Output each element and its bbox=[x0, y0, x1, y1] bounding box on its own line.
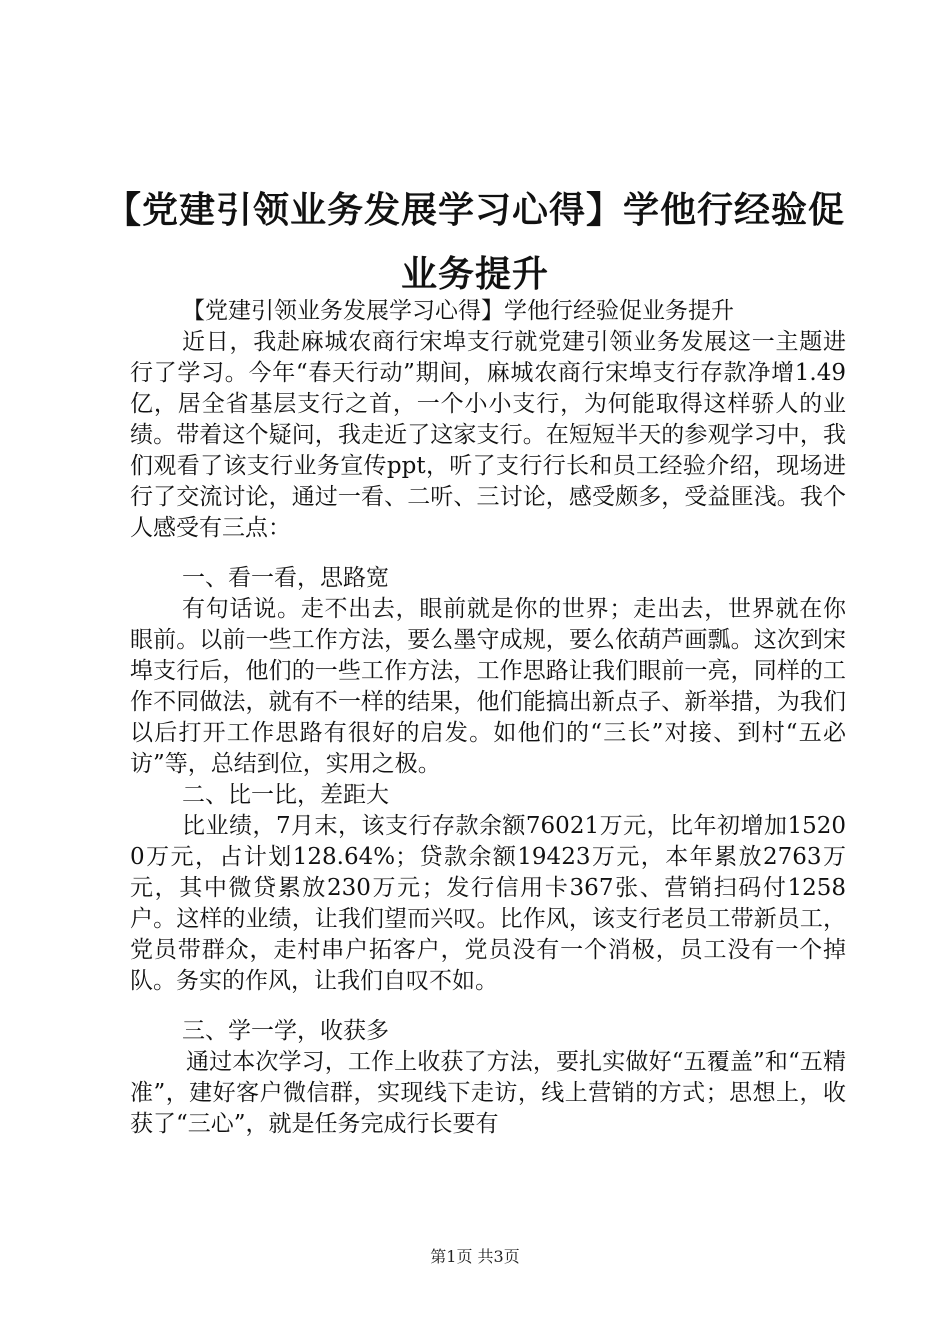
paragraph-gap bbox=[130, 544, 846, 563]
intro-paragraph: 近日，我赴麻城农商行宋埠支行就党建引领业务发展这一主题进行了学习。今年“春天行动”期间，麻城农商行宋埠支行存款净增1.49亿，居全省基层支行之首，一个小小支行，为何能取得这样骄人的业绩。带着这个疑问，我走近了这家支行。在短短半天的参观学习中，我们观看了该支行业务宣传ppt，听了支行行长和员工经验介绍，现场进行了交流讨论，通过一看、二听、三讨论，感受颇多，受益匪浅。我个人感受有三点： bbox=[130, 329, 846, 541]
section-body-2: 比业绩，7月末，该支行存款余额76021万元，比年初增加15200万元，占计划128.64%；贷款余额19423万元，本年累放2763万元，其中微贷累放230万元；发行信用卡367张、营销扫码付1258户。这样的业绩，让我们望而兴叹。比作风，该支行老员工带新员工，党员带群众，走村串户拓客户，党员没有一个消极，员工没有一个掉队。务实的作风，让我们自叹不如。 bbox=[130, 813, 846, 994]
document-title: 【党建引领业务发展学习心得】学他行经验促业务提升 bbox=[104, 189, 845, 295]
section-heading-1: 一、看一看，思路宽 bbox=[182, 565, 389, 591]
page-footer: 第1页 共3页 bbox=[430, 1247, 520, 1266]
document-body bbox=[130, 296, 846, 1140]
section-body-1: 有句话说。走不出去，眼前就是你的世界；走出去，世界就在你眼前。以前一些工作方法，要么墨守成规，要么依葫芦画瓢。这次到宋埠支行后，他们的一些工作方法，工作思路让我们眼前一亮，同样的工作不同做法，就有不一样的结果，他们能搞出新点子、新举措，为我们以后打开工作思路有很好的启发。如他们的“三长”对接、到村“五必访”等，总结到位，实用之极。 bbox=[130, 596, 846, 777]
section-body-3: 通过本次学习，工作上收获了方法，要扎实做好“五覆盖”和“五精准”，建好客户微信群，实现线下走访，线上营销的方式；思想上，收获了“三心”，就是任务完成行长要有 bbox=[130, 1049, 846, 1137]
section-heading-3: 三、学一学，收获多 bbox=[182, 1018, 389, 1044]
document-subtitle: 【党建引领业务发展学习心得】学他行经验促业务提升 bbox=[182, 298, 734, 324]
paragraph-gap bbox=[130, 997, 846, 1016]
section-heading-2: 二、比一比，差距大 bbox=[182, 782, 389, 808]
